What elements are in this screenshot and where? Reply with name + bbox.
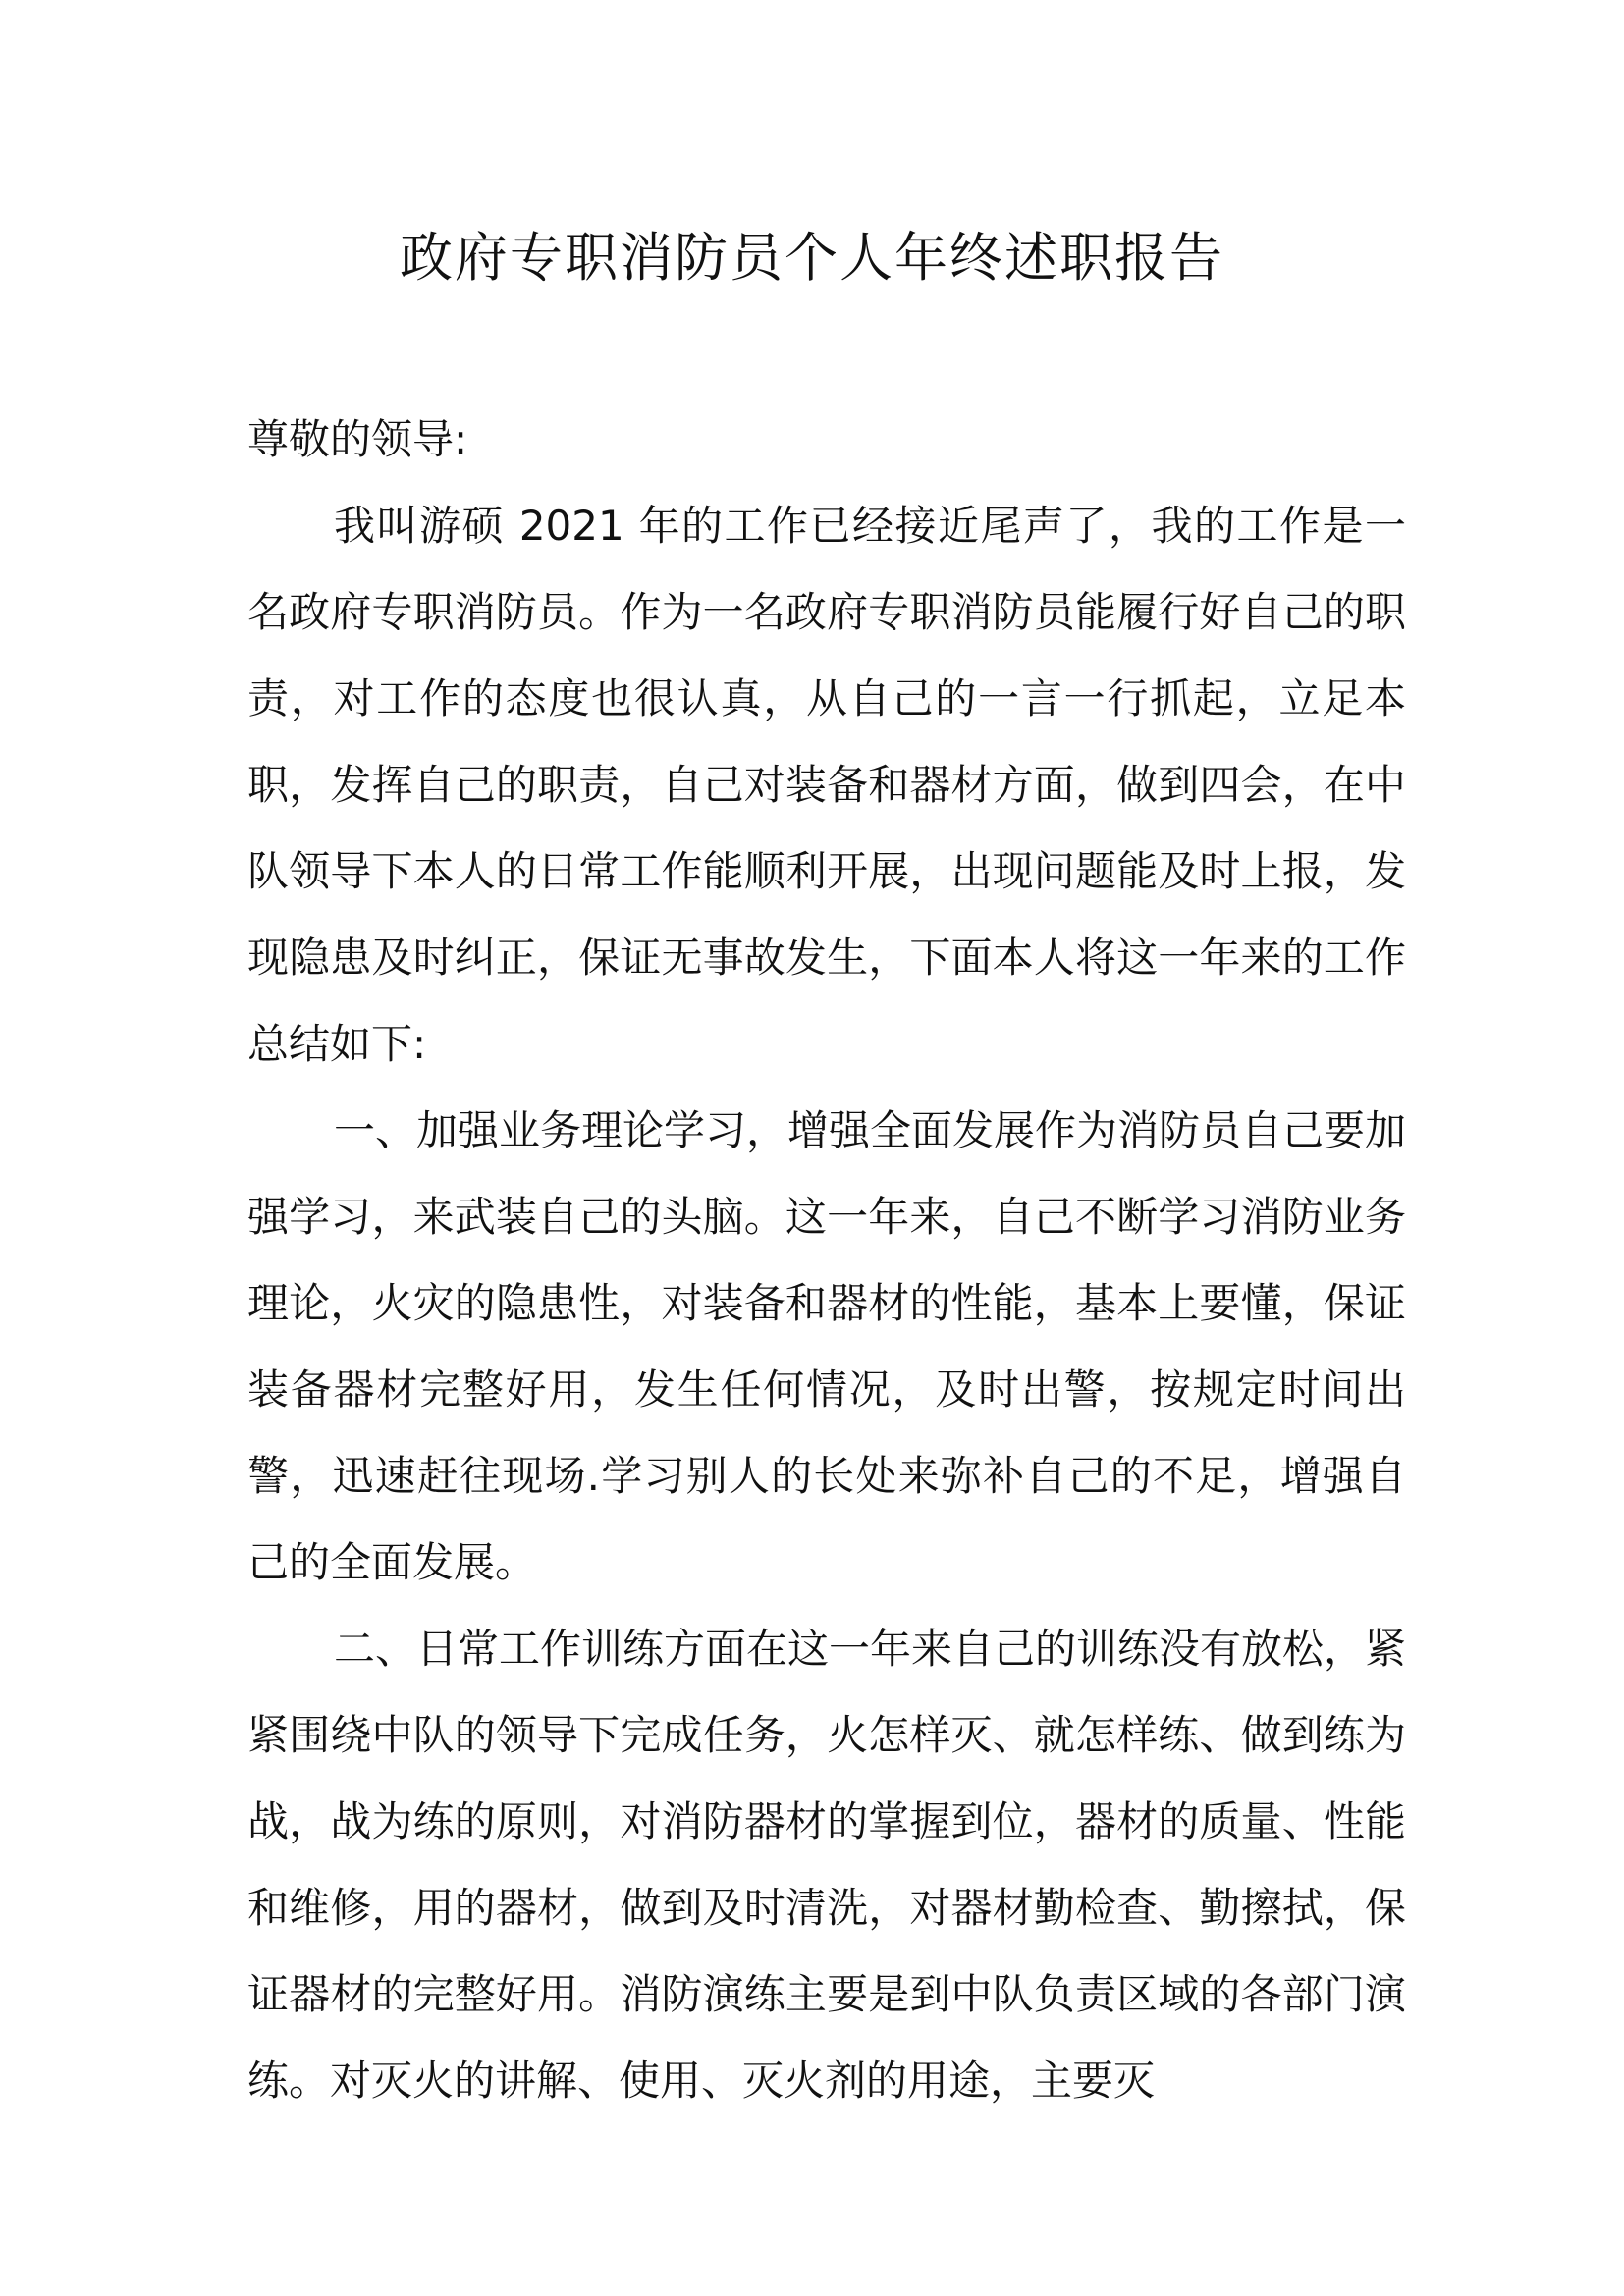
- paragraph-intro: 我叫游硕 2021 年的工作已经接近尾声了，我的工作是一名政府专职消防员。作为一名政府专职消防员能履行好自己的职责，对工作的态度也很认真，从自己的一言一行抓起，立足本职，发挥自己的职责，自己对装备和器材方面，做到四会，在中队领导下本人的日常工作能顺利开展，出现问题能及时上报，发现隐患及时纠正，保证无事故发生，下面本人将这一年来的工作总结如下:: [247, 502, 1406, 1068]
- document-title: 政府专职消防员个人年终述职报告: [400, 227, 1224, 289]
- paragraph-study: 一、加强业务理论学习，增强全面发展作为消防员自己要加强学习，来武装自己的头脑。这一年来，自己不断学习消防业务理论，火灾的隐患性，对装备和器材的性能，基本上要懂，保证装备器材完整好用，发生任何情况，及时出警，按规定时间出警，迅速赶往现场.学习别人的长处来弥补自己的不足，增强自己的全面发展。: [247, 1106, 1407, 1586]
- salutation: 尊敬的领导:: [247, 415, 468, 463]
- document-body: [247, 397, 1406, 2124]
- paragraph-training: 二、日常工作训练方面在这一年来自己的训练没有放松，紧紧围绕中队的领导下完成任务，火怎样灭、就怎样练、做到练为战，战为练的原则，对消防器材的掌握到位，器材的质量、性能和维修，用的器材，做到及时清洗，对器材勤检查、勤擦拭，保证器材的完整好用。消防演练主要是到中队负责区域的各部门演练。对灭火的讲解、使用、灭火剂的用途，主要灭: [247, 1625, 1407, 2105]
